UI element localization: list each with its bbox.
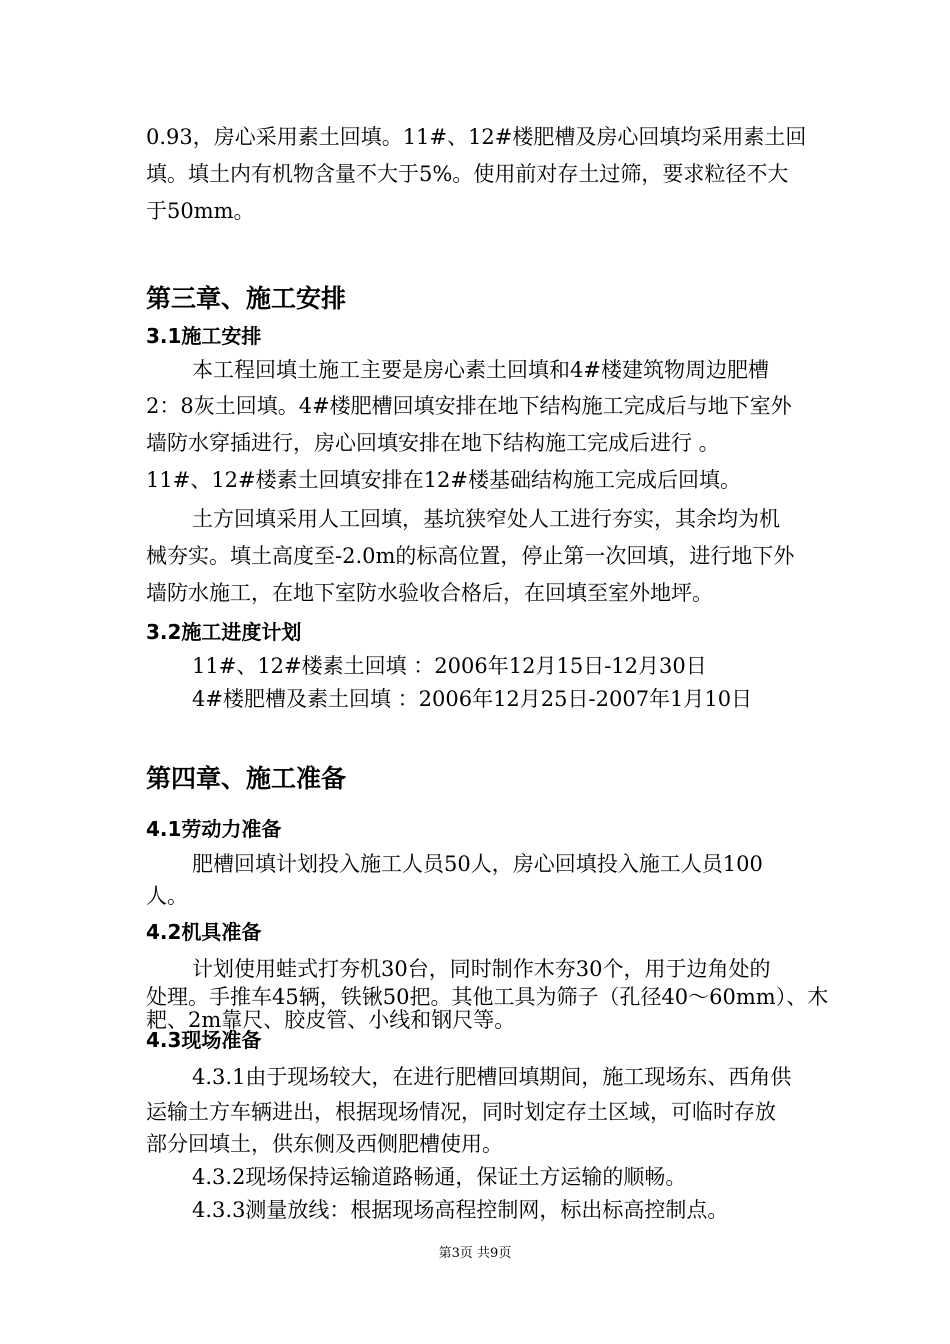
section-4-2-heading: 4.2机具准备 bbox=[146, 920, 262, 944]
body-line: 处理。手推车45辆，铁锹50把。其他工具为筛子（孔径40～60mm）、木 bbox=[146, 985, 829, 1009]
chapter-4-heading: 第四章、施工准备 bbox=[146, 764, 347, 793]
chapter-3-heading: 第三章、施工安排 bbox=[146, 284, 347, 313]
section-4-1-heading: 4.1劳动力准备 bbox=[146, 817, 282, 841]
body-line: 部分回填土，供东侧及西侧肥槽使用。 bbox=[146, 1132, 503, 1156]
body-line: 4.3.3测量放线：根据现场高程控制网，标出标高控制点。 bbox=[192, 1198, 729, 1222]
body-line: 2：8灰土回填。4#楼肥槽回填安排在地下结构施工完成后与地下室外 bbox=[146, 394, 792, 418]
section-3-2-heading: 3.2施工进度计划 bbox=[146, 620, 302, 644]
body-line: 0.93，房心采用素土回填。11#、12#楼肥槽及房心回填均采用素土回 bbox=[146, 125, 807, 149]
body-line: 于50mm。 bbox=[146, 199, 255, 223]
body-line: 4.3.1由于现场较大，在进行肥槽回填期间，施工现场东、西角供 bbox=[192, 1065, 792, 1089]
body-line: 墙防水施工，在地下室防水验收合格后，在回填至室外地坪。 bbox=[146, 581, 713, 605]
schedule-line: 11#、12#楼素土回填 ：2006年12月15日-12月30日 bbox=[192, 654, 707, 678]
body-line: 运输土方车辆进出，根据现场情况，同时划定存土区域，可临时存放 bbox=[146, 1100, 776, 1124]
body-line: 4.3.2现场保持运输道路畅通，保证土方运输的顺畅。 bbox=[192, 1165, 687, 1189]
section-4-3-heading: 4.3现场准备 bbox=[146, 1028, 262, 1052]
body-line: 人。 bbox=[146, 884, 188, 908]
body-line: 墙防水穿插进行，房心回填安排在地下结构施工完成后进行 。 bbox=[146, 431, 720, 455]
body-line: 填。填土内有机物含量不大于5%。使用前对存土过筛，要求粒径不大 bbox=[146, 162, 789, 186]
section-3-1-heading: 3.1施工安排 bbox=[146, 324, 262, 348]
body-line: 计划使用蛙式打夯机30台，同时制作木夯30个，用于边角处的 bbox=[192, 957, 771, 981]
body-line: 耙、2m靠尺、胶皮管、小线和钢尺等。 bbox=[146, 1008, 516, 1032]
page-number-footer: 第3页 共9页 bbox=[438, 1246, 512, 1261]
body-line: 械夯实。填土高度至-2.0m的标高位置，停止第一次回填，进行地下外 bbox=[146, 544, 795, 568]
body-line: 11#、12#楼素土回填安排在12#楼基础结构施工完成后回填。 bbox=[146, 468, 741, 492]
schedule-line: 4#楼肥槽及素土回填 ：2006年12月25日-2007年1月10日 bbox=[192, 687, 753, 711]
body-line: 肥槽回填计划投入施工人员50人，房心回填投入施工人员100 bbox=[192, 852, 763, 876]
body-line: 土方回填采用人工回填，基坑狭窄处人工进行夯实，其余均为机 bbox=[192, 507, 780, 531]
body-line: 本工程回填土施工主要是房心素土回填和4#楼建筑物周边肥槽 bbox=[192, 358, 769, 382]
